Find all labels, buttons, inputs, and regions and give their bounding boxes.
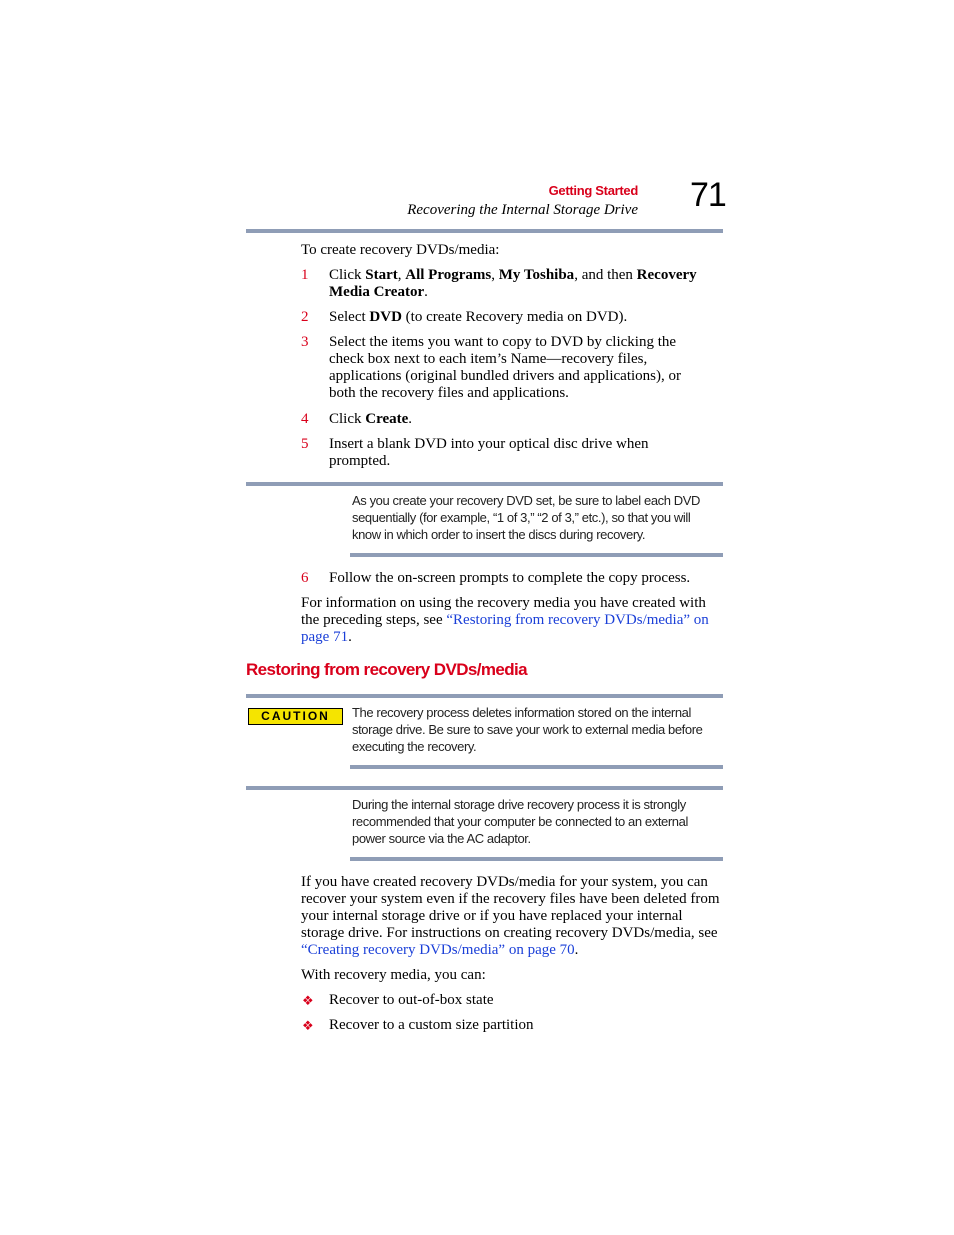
creating-link[interactable]: “Creating recovery DVDs/media” on page 70 — [301, 942, 575, 958]
section-title: Getting Started — [548, 183, 638, 198]
note-top-rule — [246, 482, 723, 486]
header-rule — [246, 229, 723, 233]
intro-text: To create recovery DVDs/media: — [301, 242, 500, 258]
step-number: 3 — [301, 334, 309, 350]
restoring-link[interactable]: “Restoring from recovery DVDs/media” on page 71 — [301, 612, 709, 645]
step-text: Click Start, All Programs, My Toshiba, and then Recovery Media Creator. — [329, 267, 697, 300]
note-bottom-rule — [350, 857, 723, 861]
caution-badge: CAUTION — [248, 708, 343, 725]
list-item: Recover to a custom size partition — [329, 1017, 534, 1033]
note-text: During the internal storage drive recovery process it is strongly recommended that your computer be connected to an external power source via the AC adaptor. — [352, 797, 688, 846]
note-text: As you create your recovery DVD set, be sure to label each DVD sequentially (for example, “1 of 3,” “2 of 3,” etc.), so that you will know in which order to insert the discs during recovery. — [352, 493, 701, 542]
info-paragraph: For information on using the recovery media you have created with the preceding steps, see “Restoring from recovery DVDs/media” on page 71. — [301, 595, 709, 645]
section-heading: Restoring from recovery DVDs/media — [246, 660, 527, 679]
note-bottom-rule — [350, 553, 723, 557]
step-number: 5 — [301, 436, 309, 452]
body-paragraph: If you have created recovery DVDs/media for your system, you can recover your system even if the recovery files have been deleted from your internal storage drive or if you have replaced your internal storage drive. For instructions on creating recovery DVDs/media, see “Creating recovery DVDs/media” on page 70. — [301, 874, 720, 958]
caution-bottom-rule — [350, 765, 723, 769]
step-text: Select DVD (to create Recovery media on DVD). — [329, 309, 628, 325]
step-number: 2 — [301, 309, 309, 325]
step-number: 6 — [301, 570, 309, 586]
note-top-rule — [246, 786, 723, 790]
page-subtitle: Recovering the Internal Storage Drive — [407, 202, 638, 218]
step-number: 4 — [301, 411, 309, 427]
caution-text: The recovery process deletes information stored on the internal storage drive. Be sure to save your work to external media before executing the recovery. — [352, 705, 703, 754]
page-number: 71 — [690, 176, 726, 214]
step-text: Insert a blank DVD into your optical disc drive when prompted. — [329, 436, 649, 469]
body-paragraph: With recovery media, you can: — [301, 967, 486, 983]
step-number: 1 — [301, 267, 309, 283]
bullet-icon: ❖ — [302, 1018, 314, 1033]
caution-top-rule — [246, 694, 723, 698]
list-item: Recover to out-of-box state — [329, 992, 494, 1008]
bullet-icon: ❖ — [302, 993, 314, 1008]
step-text: Click Create. — [329, 411, 413, 427]
step-text: Select the items you want to copy to DVD by clicking the check box next to each item’s Name—recovery files, applications (original bundled drivers and applications), or both the recovery files and applications. — [329, 334, 681, 401]
step-text: Follow the on-screen prompts to complete the copy process. — [329, 570, 691, 586]
